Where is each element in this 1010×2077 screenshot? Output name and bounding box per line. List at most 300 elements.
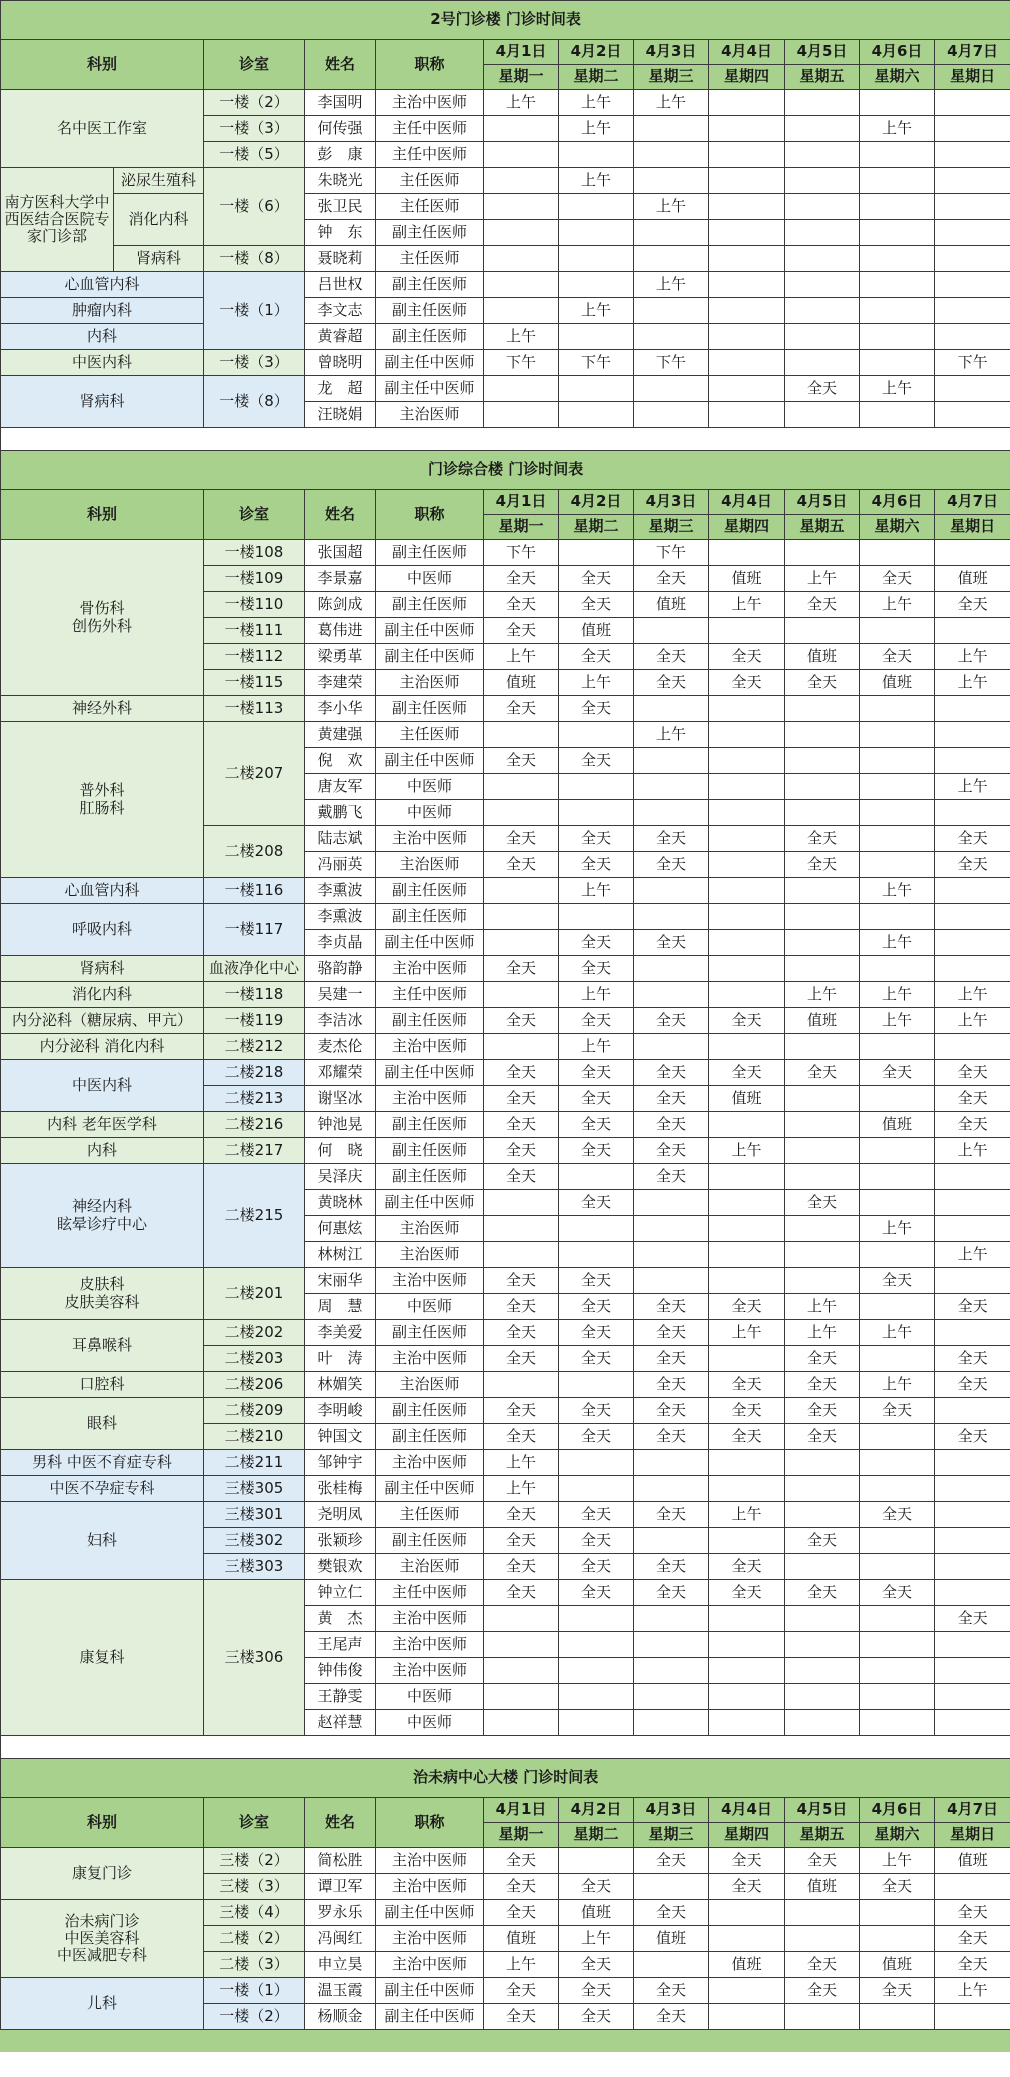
schedule-cell: 全天: [559, 956, 634, 982]
schedule-cell: [484, 402, 559, 428]
doctor-title: 主治中医师: [376, 826, 484, 852]
schedule-cell: [785, 168, 860, 194]
schedule-row: [1, 1580, 1010, 1606]
header-title: 职称: [376, 490, 484, 540]
header-date: 4月7日: [935, 40, 1010, 65]
schedule-row: [1, 1502, 1010, 1528]
schedule-cell: [484, 1710, 559, 1736]
schedule-cell: [634, 1606, 709, 1632]
dept-cell: 肾病科: [1, 376, 204, 428]
doctor-title: 副主任中医师: [376, 1190, 484, 1216]
schedule-row: [1, 350, 1010, 376]
doctor-title: 主治中医师: [376, 1034, 484, 1060]
schedule-row: [1, 878, 1010, 904]
schedule-cell: [860, 272, 935, 298]
schedule-cell: 全天: [634, 1580, 709, 1606]
schedule-cell: [785, 1086, 860, 1112]
schedule-cell: 全天: [559, 566, 634, 592]
schedule-cell: [559, 1476, 634, 1502]
section-title: 门诊综合楼 门诊时间表: [1, 451, 1010, 490]
schedule-cell: 全天: [785, 670, 860, 696]
schedule-cell: [785, 220, 860, 246]
doctor-title: 副主任医师: [376, 1398, 484, 1424]
schedule-row: [1, 1900, 1010, 1926]
schedule-cell: [709, 350, 785, 376]
room-cell: 三楼302: [204, 1528, 305, 1554]
schedule-cell: 全天: [785, 1580, 860, 1606]
schedule-cell: [484, 800, 559, 826]
doctor-name: 邓耀荣: [305, 1060, 376, 1086]
schedule-cell: 上午: [935, 1138, 1010, 1164]
schedule-cell: 上午: [935, 1242, 1010, 1268]
schedule-cell: [559, 246, 634, 272]
doctor-name: 戴鹏飞: [305, 800, 376, 826]
schedule-row: [1, 722, 1010, 748]
schedule-cell: 上午: [484, 1450, 559, 1476]
schedule-cell: [484, 220, 559, 246]
doctor-name: 杨顺金: [305, 2004, 376, 2030]
schedule-cell: 全天: [559, 1424, 634, 1450]
schedule-cell: 全天: [634, 1346, 709, 1372]
doctor-name: 宋丽华: [305, 1268, 376, 1294]
schedule-cell: [484, 142, 559, 168]
dept-cell: 男科 中医不育症专科: [1, 1450, 204, 1476]
schedule-cell: [634, 1632, 709, 1658]
schedule-cell: [785, 800, 860, 826]
schedule-cell: [785, 1900, 860, 1926]
doctor-name: 彭 康: [305, 142, 376, 168]
dept-cell: 妇科: [1, 1502, 204, 1580]
doctor-title: 副主任医师: [376, 1008, 484, 1034]
doctor-name: 樊银欢: [305, 1554, 376, 1580]
doctor-name: 张颖珍: [305, 1528, 376, 1554]
schedule-cell: 上午: [634, 272, 709, 298]
schedule-cell: 全天: [634, 1398, 709, 1424]
schedule-cell: [709, 1658, 785, 1684]
doctor-title: 中医师: [376, 566, 484, 592]
schedule-cell: 上午: [860, 116, 935, 142]
schedule-cell: [484, 1632, 559, 1658]
doctor-title: 主治中医师: [376, 1952, 484, 1978]
schedule-cell: 全天: [634, 1978, 709, 2004]
header-weekday: 星期三: [634, 515, 709, 540]
schedule-cell: 上午: [709, 1320, 785, 1346]
schedule-cell: 全天: [484, 748, 559, 774]
schedule-cell: [785, 2004, 860, 2030]
schedule-cell: 上午: [860, 592, 935, 618]
room-cell: 一楼（8）: [204, 246, 305, 272]
room-cell: 一楼110: [204, 592, 305, 618]
room-cell: 血液净化中心: [204, 956, 305, 982]
doctor-name: 简松胜: [305, 1848, 376, 1874]
room-cell: 二楼201: [204, 1268, 305, 1320]
dept-cell: 消化内科: [1, 982, 204, 1008]
schedule-cell: 全天: [785, 1398, 860, 1424]
schedule-cell: [484, 722, 559, 748]
schedule-cell: 全天: [785, 826, 860, 852]
schedule-cell: 全天: [709, 1580, 785, 1606]
doctor-name: 陆志斌: [305, 826, 376, 852]
schedule-cell: [935, 1190, 1010, 1216]
schedule-cell: [935, 696, 1010, 722]
schedule-cell: 值班: [709, 566, 785, 592]
schedule-cell: [634, 1216, 709, 1242]
schedule-cell: [634, 1658, 709, 1684]
schedule-cell: [709, 2004, 785, 2030]
schedule-cell: [785, 1658, 860, 1684]
header-weekday: 星期日: [935, 515, 1010, 540]
header-date: 4月2日: [559, 40, 634, 65]
schedule-cell: [935, 904, 1010, 930]
schedule-row: [1, 272, 1010, 298]
doctor-title: 主任中医师: [376, 1580, 484, 1606]
schedule-row: [1, 696, 1010, 722]
schedule-cell: 全天: [634, 1554, 709, 1580]
schedule-cell: [860, 142, 935, 168]
schedule-row: [1, 298, 1010, 324]
schedule-cell: [860, 350, 935, 376]
schedule-cell: [935, 1632, 1010, 1658]
schedule-cell: [860, 722, 935, 748]
doctor-name: 林树江: [305, 1242, 376, 1268]
header-weekday: 星期六: [860, 65, 935, 90]
schedule-cell: 值班: [935, 566, 1010, 592]
schedule-cell: [935, 1710, 1010, 1736]
schedule-cell: [484, 774, 559, 800]
schedule-cell: 上午: [860, 376, 935, 402]
header-date: 4月4日: [709, 490, 785, 515]
schedule-cell: [634, 1268, 709, 1294]
schedule-cell: 全天: [484, 956, 559, 982]
schedule-cell: [559, 272, 634, 298]
schedule-cell: [484, 168, 559, 194]
schedule-row: [1, 540, 1010, 566]
schedule-cell: 上午: [935, 982, 1010, 1008]
schedule-cell: 全天: [559, 696, 634, 722]
schedule-cell: [860, 324, 935, 350]
schedule-cell: [785, 1606, 860, 1632]
room-cell: 三楼303: [204, 1554, 305, 1580]
schedule-cell: 全天: [559, 1398, 634, 1424]
schedule-cell: [860, 826, 935, 852]
schedule-row: [1, 1398, 1010, 1424]
schedule-cell: 上午: [860, 982, 935, 1008]
dept-cell: 中医不孕症专科: [1, 1476, 204, 1502]
doctor-title: 副主任医师: [376, 1528, 484, 1554]
schedule-cell: [935, 722, 1010, 748]
header-date: 4月3日: [634, 40, 709, 65]
schedule-cell: [785, 956, 860, 982]
header-title: 职称: [376, 1798, 484, 1848]
doctor-title: 副主任医师: [376, 1164, 484, 1190]
schedule-cell: 全天: [935, 1060, 1010, 1086]
header-weekday: 星期五: [785, 1823, 860, 1848]
schedule-cell: 全天: [484, 1112, 559, 1138]
doctor-name: 吕世权: [305, 272, 376, 298]
schedule-cell: 上午: [559, 298, 634, 324]
schedule-cell: [860, 1900, 935, 1926]
schedule-row: [1, 904, 1010, 930]
schedule-cell: 全天: [559, 1294, 634, 1320]
doctor-title: 主任医师: [376, 1502, 484, 1528]
schedule-cell: [860, 220, 935, 246]
schedule-cell: 全天: [709, 644, 785, 670]
doctor-title: 主治中医师: [376, 1086, 484, 1112]
doctor-name: 梁勇革: [305, 644, 376, 670]
subdept-cell: 肾病科: [114, 246, 204, 272]
schedule-cell: [785, 1216, 860, 1242]
schedule-cell: 全天: [634, 1008, 709, 1034]
doctor-title: 主治医师: [376, 402, 484, 428]
schedule-cell: [785, 1926, 860, 1952]
schedule-cell: [785, 1112, 860, 1138]
schedule-cell: [785, 350, 860, 376]
schedule-cell: [935, 324, 1010, 350]
room-cell: 三楼（4）: [204, 1900, 305, 1926]
doctor-title: 主治中医师: [376, 1346, 484, 1372]
room-cell: 二楼213: [204, 1086, 305, 1112]
schedule-cell: [935, 1684, 1010, 1710]
doctor-title: 副主任中医师: [376, 1900, 484, 1926]
schedule-cell: [860, 800, 935, 826]
schedule-cell: [860, 1684, 935, 1710]
schedule-cell: [634, 748, 709, 774]
header-date: 4月5日: [785, 1798, 860, 1823]
room-cell: 一楼（1）: [204, 272, 305, 350]
doctor-title: 主治医师: [376, 670, 484, 696]
schedule-cell: [709, 194, 785, 220]
dept-cell: 心血管内科: [1, 878, 204, 904]
doctor-title: 副主任医师: [376, 696, 484, 722]
room-cell: 一楼112: [204, 644, 305, 670]
schedule-cell: 全天: [484, 618, 559, 644]
dept-cell: 南方医科大学中西医结合医院专家门诊部: [1, 168, 114, 272]
schedule-cell: 全天: [559, 592, 634, 618]
dept-cell: 儿科: [1, 1978, 204, 2030]
room-cell: 一楼119: [204, 1008, 305, 1034]
header-room: 诊室: [204, 490, 305, 540]
schedule-cell: [709, 246, 785, 272]
doctor-title: 副主任医师: [376, 904, 484, 930]
doctor-title: 副主任中医师: [376, 748, 484, 774]
doctor-title: 主治中医师: [376, 956, 484, 982]
doctor-title: 主治医师: [376, 1216, 484, 1242]
schedule-cell: 全天: [559, 1874, 634, 1900]
schedule-cell: [785, 930, 860, 956]
schedule-cell: [785, 878, 860, 904]
schedule-cell: 全天: [484, 1502, 559, 1528]
schedule-cell: 全天: [559, 1554, 634, 1580]
schedule-cell: 全天: [860, 566, 935, 592]
doctor-name: 钟池晃: [305, 1112, 376, 1138]
schedule-cell: [484, 272, 559, 298]
schedule-cell: [634, 1874, 709, 1900]
schedule-row: [1, 1164, 1010, 1190]
schedule-cell: 全天: [484, 1346, 559, 1372]
schedule-cell: 全天: [634, 1848, 709, 1874]
schedule-cell: [484, 194, 559, 220]
dept-cell: 耳鼻喉科: [1, 1320, 204, 1372]
header-date: 4月6日: [860, 40, 935, 65]
room-cell: 一楼118: [204, 982, 305, 1008]
schedule-cell: 全天: [785, 1848, 860, 1874]
dept-cell: 中医内科: [1, 350, 204, 376]
schedule-cell: [559, 1606, 634, 1632]
room-cell: 二楼210: [204, 1424, 305, 1450]
schedule-cell: [634, 1476, 709, 1502]
schedule-cell: 全天: [785, 1060, 860, 1086]
schedule-cell: 上午: [559, 878, 634, 904]
schedule-cell: 全天: [634, 1086, 709, 1112]
schedule-cell: 全天: [559, 930, 634, 956]
schedule-cell: [935, 1528, 1010, 1554]
schedule-cell: 全天: [559, 1112, 634, 1138]
doctor-title: 副主任中医师: [376, 1978, 484, 2004]
schedule-cell: 下午: [484, 540, 559, 566]
doctor-name: 申立昊: [305, 1952, 376, 1978]
schedule-cell: 上午: [935, 670, 1010, 696]
schedule-cell: [634, 298, 709, 324]
doctor-title: 主治中医师: [376, 1268, 484, 1294]
schedule-cell: [785, 1502, 860, 1528]
schedule-cell: [634, 168, 709, 194]
schedule-cell: [860, 1138, 935, 1164]
schedule-cell: 上午: [634, 90, 709, 116]
schedule-cell: 上午: [559, 1034, 634, 1060]
schedule-cell: 全天: [484, 1008, 559, 1034]
schedule-cell: [709, 696, 785, 722]
doctor-name: 周 慧: [305, 1294, 376, 1320]
schedule-cell: [785, 1164, 860, 1190]
dept-cell: 内科 老年医学科: [1, 1112, 204, 1138]
doctor-name: 何惠炫: [305, 1216, 376, 1242]
room-cell: 一楼116: [204, 878, 305, 904]
schedule-cell: 全天: [785, 1952, 860, 1978]
schedule-cell: 全天: [935, 1952, 1010, 1978]
doctor-title: 副主任医师: [376, 1424, 484, 1450]
schedule-cell: [860, 246, 935, 272]
schedule-cell: 全天: [709, 1554, 785, 1580]
schedule-cell: [709, 1190, 785, 1216]
schedule-cell: [559, 1710, 634, 1736]
schedule-cell: 上午: [484, 324, 559, 350]
header-weekday: 星期二: [559, 515, 634, 540]
schedule-cell: 全天: [785, 1528, 860, 1554]
doctor-title: 副主任医师: [376, 1138, 484, 1164]
schedule-cell: 上午: [559, 1926, 634, 1952]
schedule-cell: 全天: [634, 1372, 709, 1398]
schedule-cell: 下午: [634, 350, 709, 376]
schedule-cell: 值班: [785, 644, 860, 670]
dept-cell: 肿瘤内科: [1, 298, 204, 324]
schedule-row: [1, 1450, 1010, 1476]
doctor-name: 李景嘉: [305, 566, 376, 592]
schedule-cell: 全天: [634, 566, 709, 592]
room-cell: 三楼305: [204, 1476, 305, 1502]
schedule-cell: [634, 402, 709, 428]
schedule-cell: 下午: [484, 350, 559, 376]
schedule-cell: [559, 324, 634, 350]
dept-cell: 口腔科: [1, 1372, 204, 1398]
schedule-cell: 全天: [860, 1978, 935, 2004]
doctor-title: 主任医师: [376, 168, 484, 194]
schedule-cell: 值班: [785, 1874, 860, 1900]
schedule-cell: [785, 402, 860, 428]
schedule-cell: [634, 800, 709, 826]
room-cell: 一楼（3）: [204, 116, 305, 142]
room-cell: 二楼217: [204, 1138, 305, 1164]
schedule-cell: 全天: [634, 852, 709, 878]
schedule-cell: [709, 1216, 785, 1242]
doctor-title: 主治中医师: [376, 1606, 484, 1632]
doctor-title: 主治中医师: [376, 1450, 484, 1476]
schedule-cell: [935, 168, 1010, 194]
schedule-cell: 上午: [935, 774, 1010, 800]
room-cell: 一楼109: [204, 566, 305, 592]
schedule-cell: 全天: [634, 1112, 709, 1138]
doctor-name: 何 晓: [305, 1138, 376, 1164]
schedule-cell: 上午: [634, 722, 709, 748]
schedule-cell: [559, 402, 634, 428]
schedule-cell: [935, 930, 1010, 956]
dept-cell: 肾病科: [1, 956, 204, 982]
schedule-cell: [634, 904, 709, 930]
schedule-cell: [785, 1476, 860, 1502]
doctor-name: 叶 涛: [305, 1346, 376, 1372]
header-row-dates: [1, 490, 1010, 515]
schedule-cell: [860, 1034, 935, 1060]
doctor-name: 李熏波: [305, 904, 376, 930]
schedule-cell: [785, 116, 860, 142]
header-weekday: 星期三: [634, 65, 709, 90]
header-weekday: 星期四: [709, 65, 785, 90]
doctor-name: 汪晓娟: [305, 402, 376, 428]
schedule-cell: [935, 800, 1010, 826]
room-cell: 二楼（3）: [204, 1952, 305, 1978]
schedule-cell: 值班: [559, 1900, 634, 1926]
doctor-title: 主任中医师: [376, 142, 484, 168]
schedule-cell: 值班: [860, 670, 935, 696]
schedule-cell: [709, 930, 785, 956]
schedule-cell: [860, 1476, 935, 1502]
room-cell: 二楼（2）: [204, 1926, 305, 1952]
schedule-cell: 全天: [484, 1294, 559, 1320]
schedule-cell: [860, 1424, 935, 1450]
schedule-row: [1, 324, 1010, 350]
schedule-cell: 全天: [860, 1580, 935, 1606]
schedule-cell: 全天: [634, 1164, 709, 1190]
doctor-name: 吴建一: [305, 982, 376, 1008]
doctor-title: 副主任医师: [376, 272, 484, 298]
schedule-cell: [559, 1242, 634, 1268]
schedule-cell: [935, 142, 1010, 168]
header-date: 4月1日: [484, 40, 559, 65]
schedule-cell: 全天: [484, 696, 559, 722]
schedule-cell: [860, 2004, 935, 2030]
doctor-name: 李洁冰: [305, 1008, 376, 1034]
schedule-cell: [559, 1450, 634, 1476]
schedule-cell: 上午: [484, 1952, 559, 1978]
schedule-cell: 全天: [559, 1060, 634, 1086]
schedule-cell: [785, 324, 860, 350]
doctor-name: 葛伟进: [305, 618, 376, 644]
doctor-name: 林媚笑: [305, 1372, 376, 1398]
schedule-cell: 全天: [785, 1346, 860, 1372]
schedule-cell: [709, 90, 785, 116]
dept-cell: 普外科 肛肠科: [1, 722, 204, 878]
schedule-cell: [709, 1112, 785, 1138]
schedule-cell: 上午: [785, 566, 860, 592]
